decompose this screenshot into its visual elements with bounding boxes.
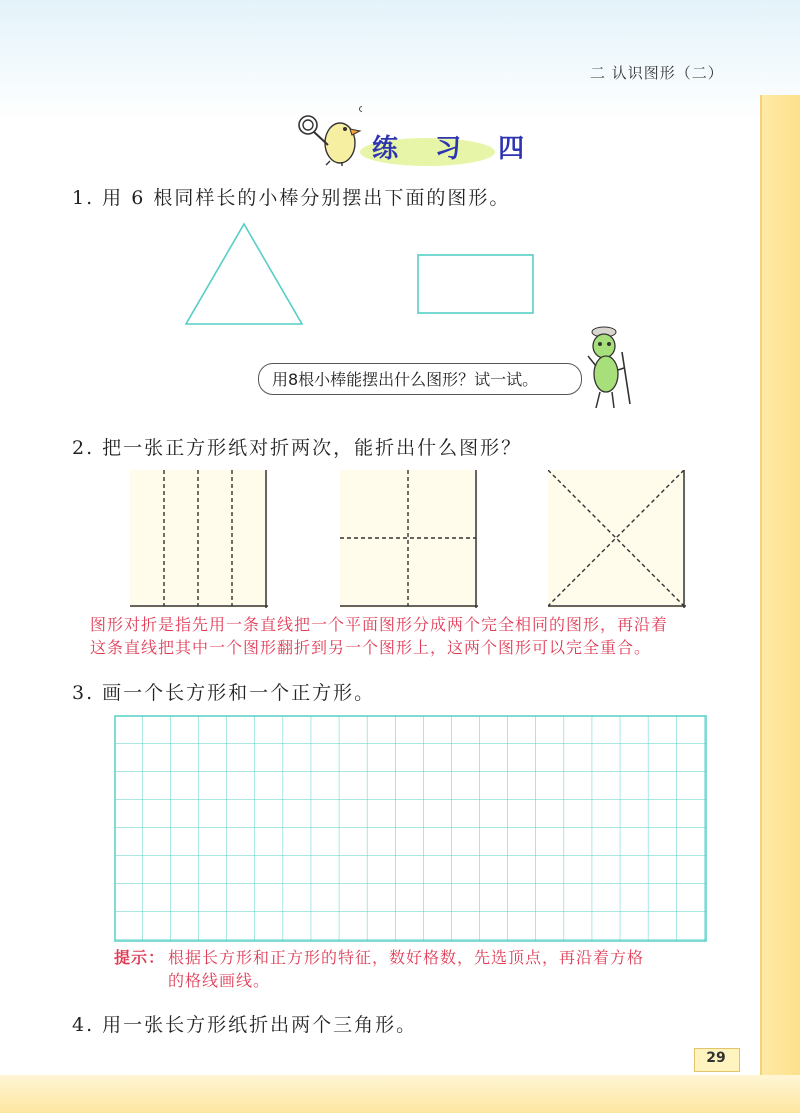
question-2: 2. 把一张正方形纸对折两次，能折出什么图形？	[72, 437, 523, 459]
header-background	[0, 0, 800, 120]
fold-note-line-2: 这条直线把其中一个图形翻折到另一个图形上，这两个图形可以完全重合。	[90, 638, 652, 657]
drawing-grid[interactable]	[114, 715, 708, 943]
page-title: 练 习 四	[372, 134, 539, 164]
page-number: 29	[706, 1050, 726, 1066]
tip-line-2: 的格线画线。	[168, 971, 271, 990]
chapter-header: 二 认识图形（二）	[590, 64, 724, 82]
fold-paper-diagonals	[548, 470, 686, 608]
page-edge-right	[760, 95, 800, 1113]
tip-label: 提示：	[114, 948, 166, 967]
fold-paper-quarters	[340, 470, 478, 608]
fold-paper-strips	[130, 470, 268, 608]
question-3: 3. 画一个长方形和一个正方形。	[72, 682, 376, 704]
page-edge-bottom	[0, 1075, 800, 1113]
triangle-figure	[180, 218, 310, 330]
caterpillar-mascot-icon	[582, 322, 642, 414]
tip-line-1: 根据长方形和正方形的特征，数好格数，先选顶点，再沿着方格	[168, 948, 645, 967]
hint-bubble-text: 用8根小棒能摆出什么图形？试一试。	[272, 370, 539, 389]
fold-note-line-1: 图形对折是指先用一条直线把一个平面图形分成两个完全相同的图形，再沿着	[90, 615, 669, 634]
question-4: 4. 用一张长方形纸折出两个三角形。	[72, 1014, 418, 1036]
bird-mascot-icon	[292, 105, 362, 167]
rectangle-figure	[412, 250, 540, 320]
question-1: 1. 用 6 根同样长的小棒分别摆出下面的图形。	[72, 187, 511, 209]
